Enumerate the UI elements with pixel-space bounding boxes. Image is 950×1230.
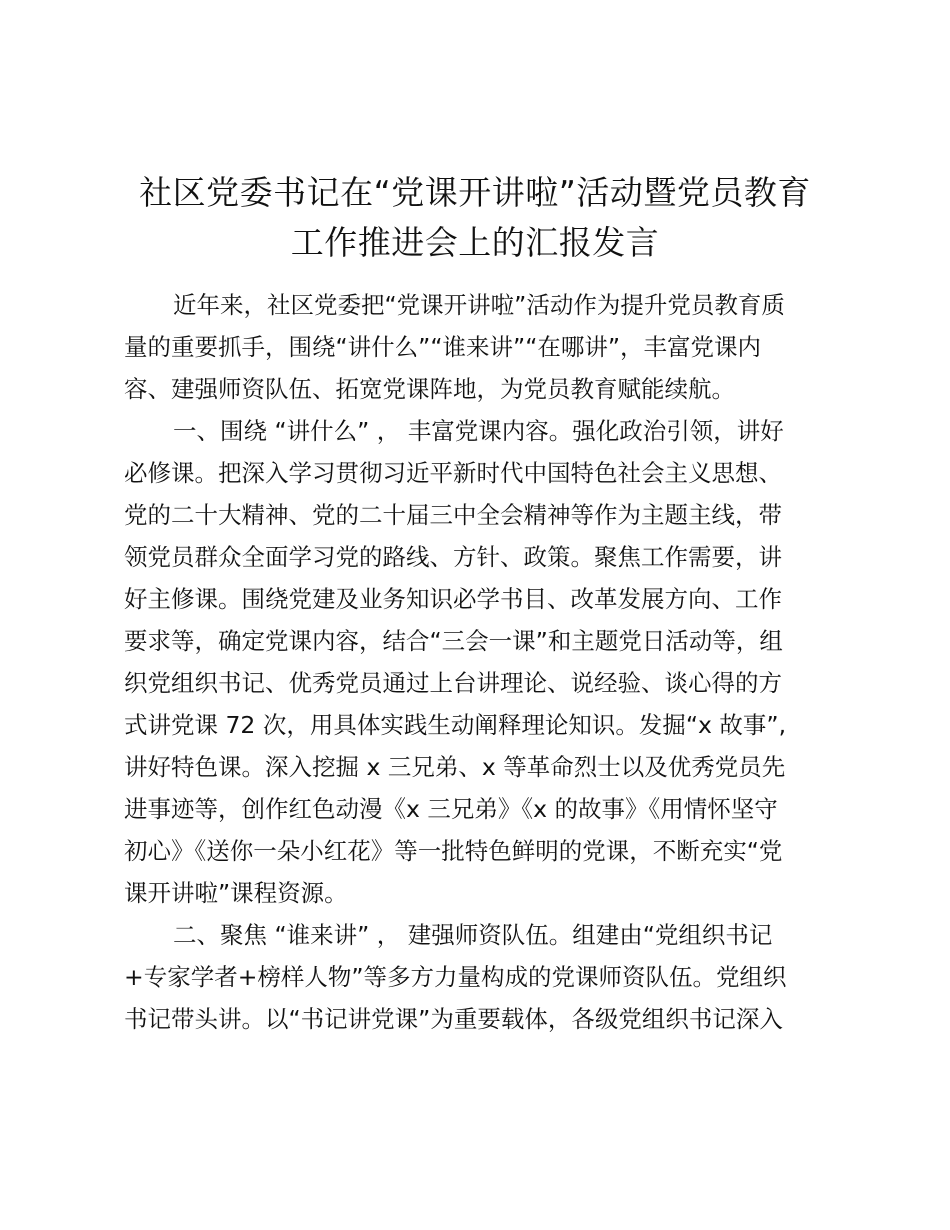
- document-title: [100, 168, 850, 268]
- paragraph-line: 领党员群众全面学习党的路线、方针、政策。聚焦工作需要，讲: [124, 543, 782, 571]
- paragraph-line: +专家学者+榜样人物”等多方力量构成的党课师资队伍。党组织: [124, 963, 787, 991]
- paragraph-line: 量的重要抓手，围绕“讲什么”“谁来讲”“在哪讲”，丰富党课内: [124, 333, 762, 361]
- paragraph-line: 书记带头讲。以“书记讲党课”为重要载体，各级党组织书记深入: [124, 1005, 783, 1033]
- paragraph-line: 式讲党课 72 次，用具体实践生动阐释理论知识。发掘“x 故事”,: [124, 711, 787, 739]
- paragraph-line: 好主修课。围绕党建及业务知识必学书目、改革发展方向、工作: [124, 585, 782, 613]
- paragraph-section-2: [124, 914, 836, 1040]
- paragraph-line: 要求等，确定党课内容，结合“三会一课”和主题党日活动等，组: [124, 627, 783, 655]
- paragraph-line: 二、聚焦 “谁来讲” ， 建强师资队伍。组建由“党组织书记: [173, 921, 773, 949]
- paragraph-line: 课开讲啦”课程资源。: [124, 879, 348, 907]
- document-body: [124, 284, 836, 1040]
- paragraph-line: 织党组织书记、优秀党员通过上台讲理论、说经验、谈心得的方: [124, 669, 782, 697]
- paragraph-line: 讲好特色课。深入挖掘 x 三兄弟、x 等革命烈士以及优秀党员先: [124, 753, 786, 781]
- paragraph-line: 必修课。把深入学习贯彻习近平新时代中国特色社会主义思想、: [124, 459, 782, 487]
- paragraph-line: 进事迹等，创作红色动漫《x 三兄弟》《x 的故事》《用情怀坚守: [124, 795, 778, 823]
- paragraph-line: 初心》《送你一朵小红花》等一批特色鲜明的党课，不断充实“党: [124, 837, 783, 865]
- paragraph-line: 近年来，社区党委把“党课开讲啦”活动作为提升党员教育质: [173, 291, 785, 319]
- title-line: 工作推进会上的汇报发言: [290, 223, 660, 262]
- paragraph-line: 容、建强师资队伍、拓宽党课阵地，为党员教育赋能续航。: [124, 375, 735, 403]
- paragraph-line: 一、围绕 “讲什么” ， 丰富党课内容。强化政治引领，讲好: [173, 417, 784, 445]
- paragraph-intro: [124, 284, 836, 410]
- title-line: 社区党委书记在“党课开讲啦”活动暨党员教育: [139, 173, 811, 212]
- paragraph-line: 党的二十大精神、党的二十届三中全会精神等作为主题主线，带: [124, 501, 782, 529]
- paragraph-section-1: [124, 410, 836, 914]
